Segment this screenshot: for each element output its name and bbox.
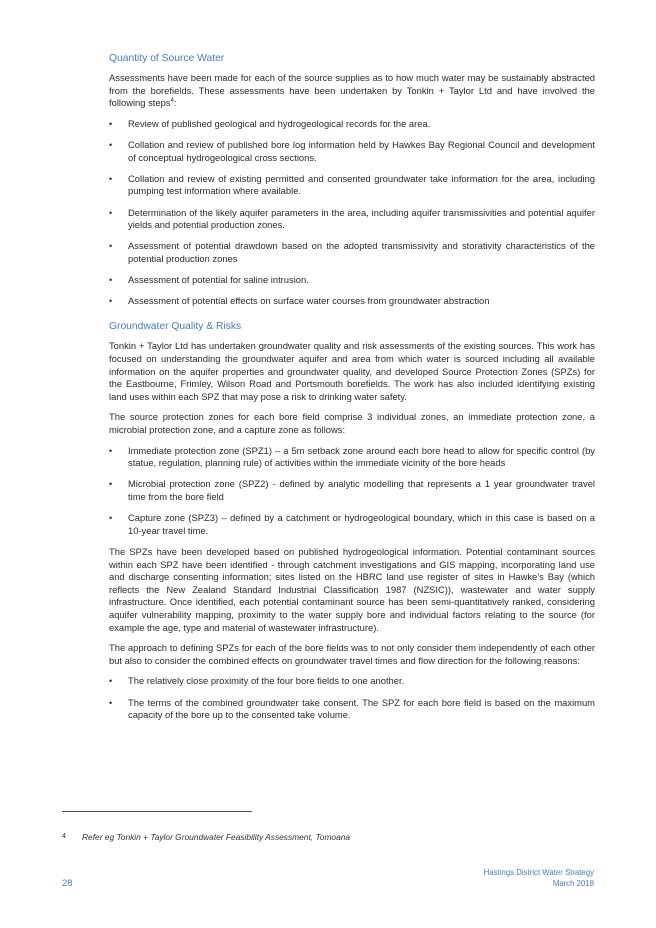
list-item: • Assessment of potential for saline intrusion.: [109, 274, 309, 286]
list-item: • Review of published geological and hydrogeological records for the area.: [109, 117, 431, 129]
footnote-reference: 4: [170, 98, 174, 105]
bullet-icon: •: [109, 118, 113, 129]
bullet-icon: •: [109, 241, 113, 252]
bullet-icon: •: [109, 207, 113, 218]
list-item: • Microbial protection zone (SPZ2) - defined by analytic modelling that represents a 1 year groundwater travel time from the bore field: [109, 478, 595, 502]
list-item: • Collation and review of existing permitted and consented groundwater take information for the area, including pumping test information where available.: [109, 172, 595, 197]
list-item: • Assessment of potential effects on surface water courses from groundwater abstraction: [109, 295, 490, 307]
quantity-intro-paragraph: [109, 72, 595, 110]
bullet-icon: •: [109, 173, 113, 184]
bullet-icon: •: [109, 676, 113, 687]
bullet-icon: •: [109, 697, 113, 708]
list-item: • Collation and review of published bore log information held by Hawkes Bay Regional Council and development of conceptual hydrogeological cross sections.: [109, 138, 595, 163]
list-item: • Determination of the likely aquifer parameters in the area, including aquifer transmissivities and potential aquifer yields and potential production zones.: [109, 206, 595, 231]
bullet-icon: •: [109, 139, 113, 150]
footer-document-info: [484, 867, 594, 889]
list-item: • Assessment of potential drawdown based on the adopted transmissivity and storativity characteristics of the potential production zones: [109, 240, 595, 264]
footer-date: March 2018: [552, 879, 594, 888]
assessment-steps-list: [109, 118, 595, 308]
footnote: [62, 831, 350, 843]
quantity-intro-colon: :: [173, 97, 177, 109]
bullet-icon: •: [109, 275, 113, 286]
footer-title: Hastings District Water Strategy: [483, 868, 594, 877]
footnote-text: Refer eg Tonkin + Taylor Groundwater Feasibility Assessment, Tomoana: [82, 832, 351, 842]
bullet-icon: •: [109, 445, 113, 456]
reasons-list: [109, 675, 595, 721]
list-item: • Capture zone (SPZ3) – defined by a catchment or hydrogeological boundary, which in this case is based on a 10-year travel time.: [109, 512, 595, 536]
quality-paragraph-1: Tonkin + Taylor Ltd has undertaken groundwater quality and risk assessments of the existing sources. This work has focused on understanding the groundwater aquifer and area from which water is sourced including all available information on the aquifer properties and groundwater quality, and developed Source Protection Zones (SPZs) for the Eastbourne, Frimley, Wilson Road and Portsmouth borefields. The work has also included identifying existing land uses within each SPZ that may pose a risk to drinking water safety.: [109, 340, 595, 402]
footnote-divider: [62, 811, 252, 812]
list-item: • Immediate protection zone (SPZ1) – a 5m setback zone around each bore head to allow for specific control (by statue, regulation, planning rule) of activities within the immediate vicinity of the bore heads: [109, 444, 595, 469]
quantity-intro-text: Assessments have been made for each of the source supplies as to how much water may be sustainably abstracted from the borefields. These assessments have been undertaken by Tonkin + Taylor Ltd and have involved the following steps: [109, 72, 595, 109]
quality-paragraph-3: The SPZs have been developed based on published hydrogeological information. Potential contaminant sources within each SPZ have been identified - through catchment investigations and GIS mapping, incorporating land use and discharge consenting information; sites listed on the HBRC land use register of sites in Hawke’s Bay (which reflects the New Zealand Standard Industrial Classification 1987 (NZSIC)), wastewater and water supply infrastructure. Once identified, each potential contaminant source has been semi-quantitatively ranked, considering aquifer vulnerability mapping, proximity to the water supply bore and individual factors relating to the source (for example the age, type and material of wastewater infrastructure).: [109, 545, 595, 633]
bullet-icon: •: [109, 296, 113, 307]
section-heading-quality-risks: Groundwater Quality & Risks: [109, 321, 242, 333]
quality-paragraph-4: The approach to defining SPZs for each of the bore fields was to not only consider them independently of each other but also to consider the combined effects on groundwater travel times and flow direction for the following reasons:: [109, 642, 595, 666]
bullet-icon: •: [109, 513, 113, 524]
footnote-number: 4: [62, 833, 66, 840]
list-item: • The terms of the combined groundwater take consent. The SPZ for each bore field is based on the maximum capacity of the bore up to the consented take volume.: [109, 696, 595, 721]
section-heading-quantity: Quantity of Source Water: [109, 53, 225, 64]
protection-zones-list: [109, 445, 595, 538]
page-number: 28: [62, 877, 73, 888]
list-item: • The relatively close proximity of the four bore fields to one another.: [109, 675, 405, 687]
page-content: [109, 52, 595, 730]
bullet-icon: •: [109, 479, 113, 490]
quality-paragraph-2: The source protection zones for each bore field comprise 3 individual zones, an immediate protection zone, a microbial protection zone, and a capture zone as follows:: [109, 411, 595, 436]
